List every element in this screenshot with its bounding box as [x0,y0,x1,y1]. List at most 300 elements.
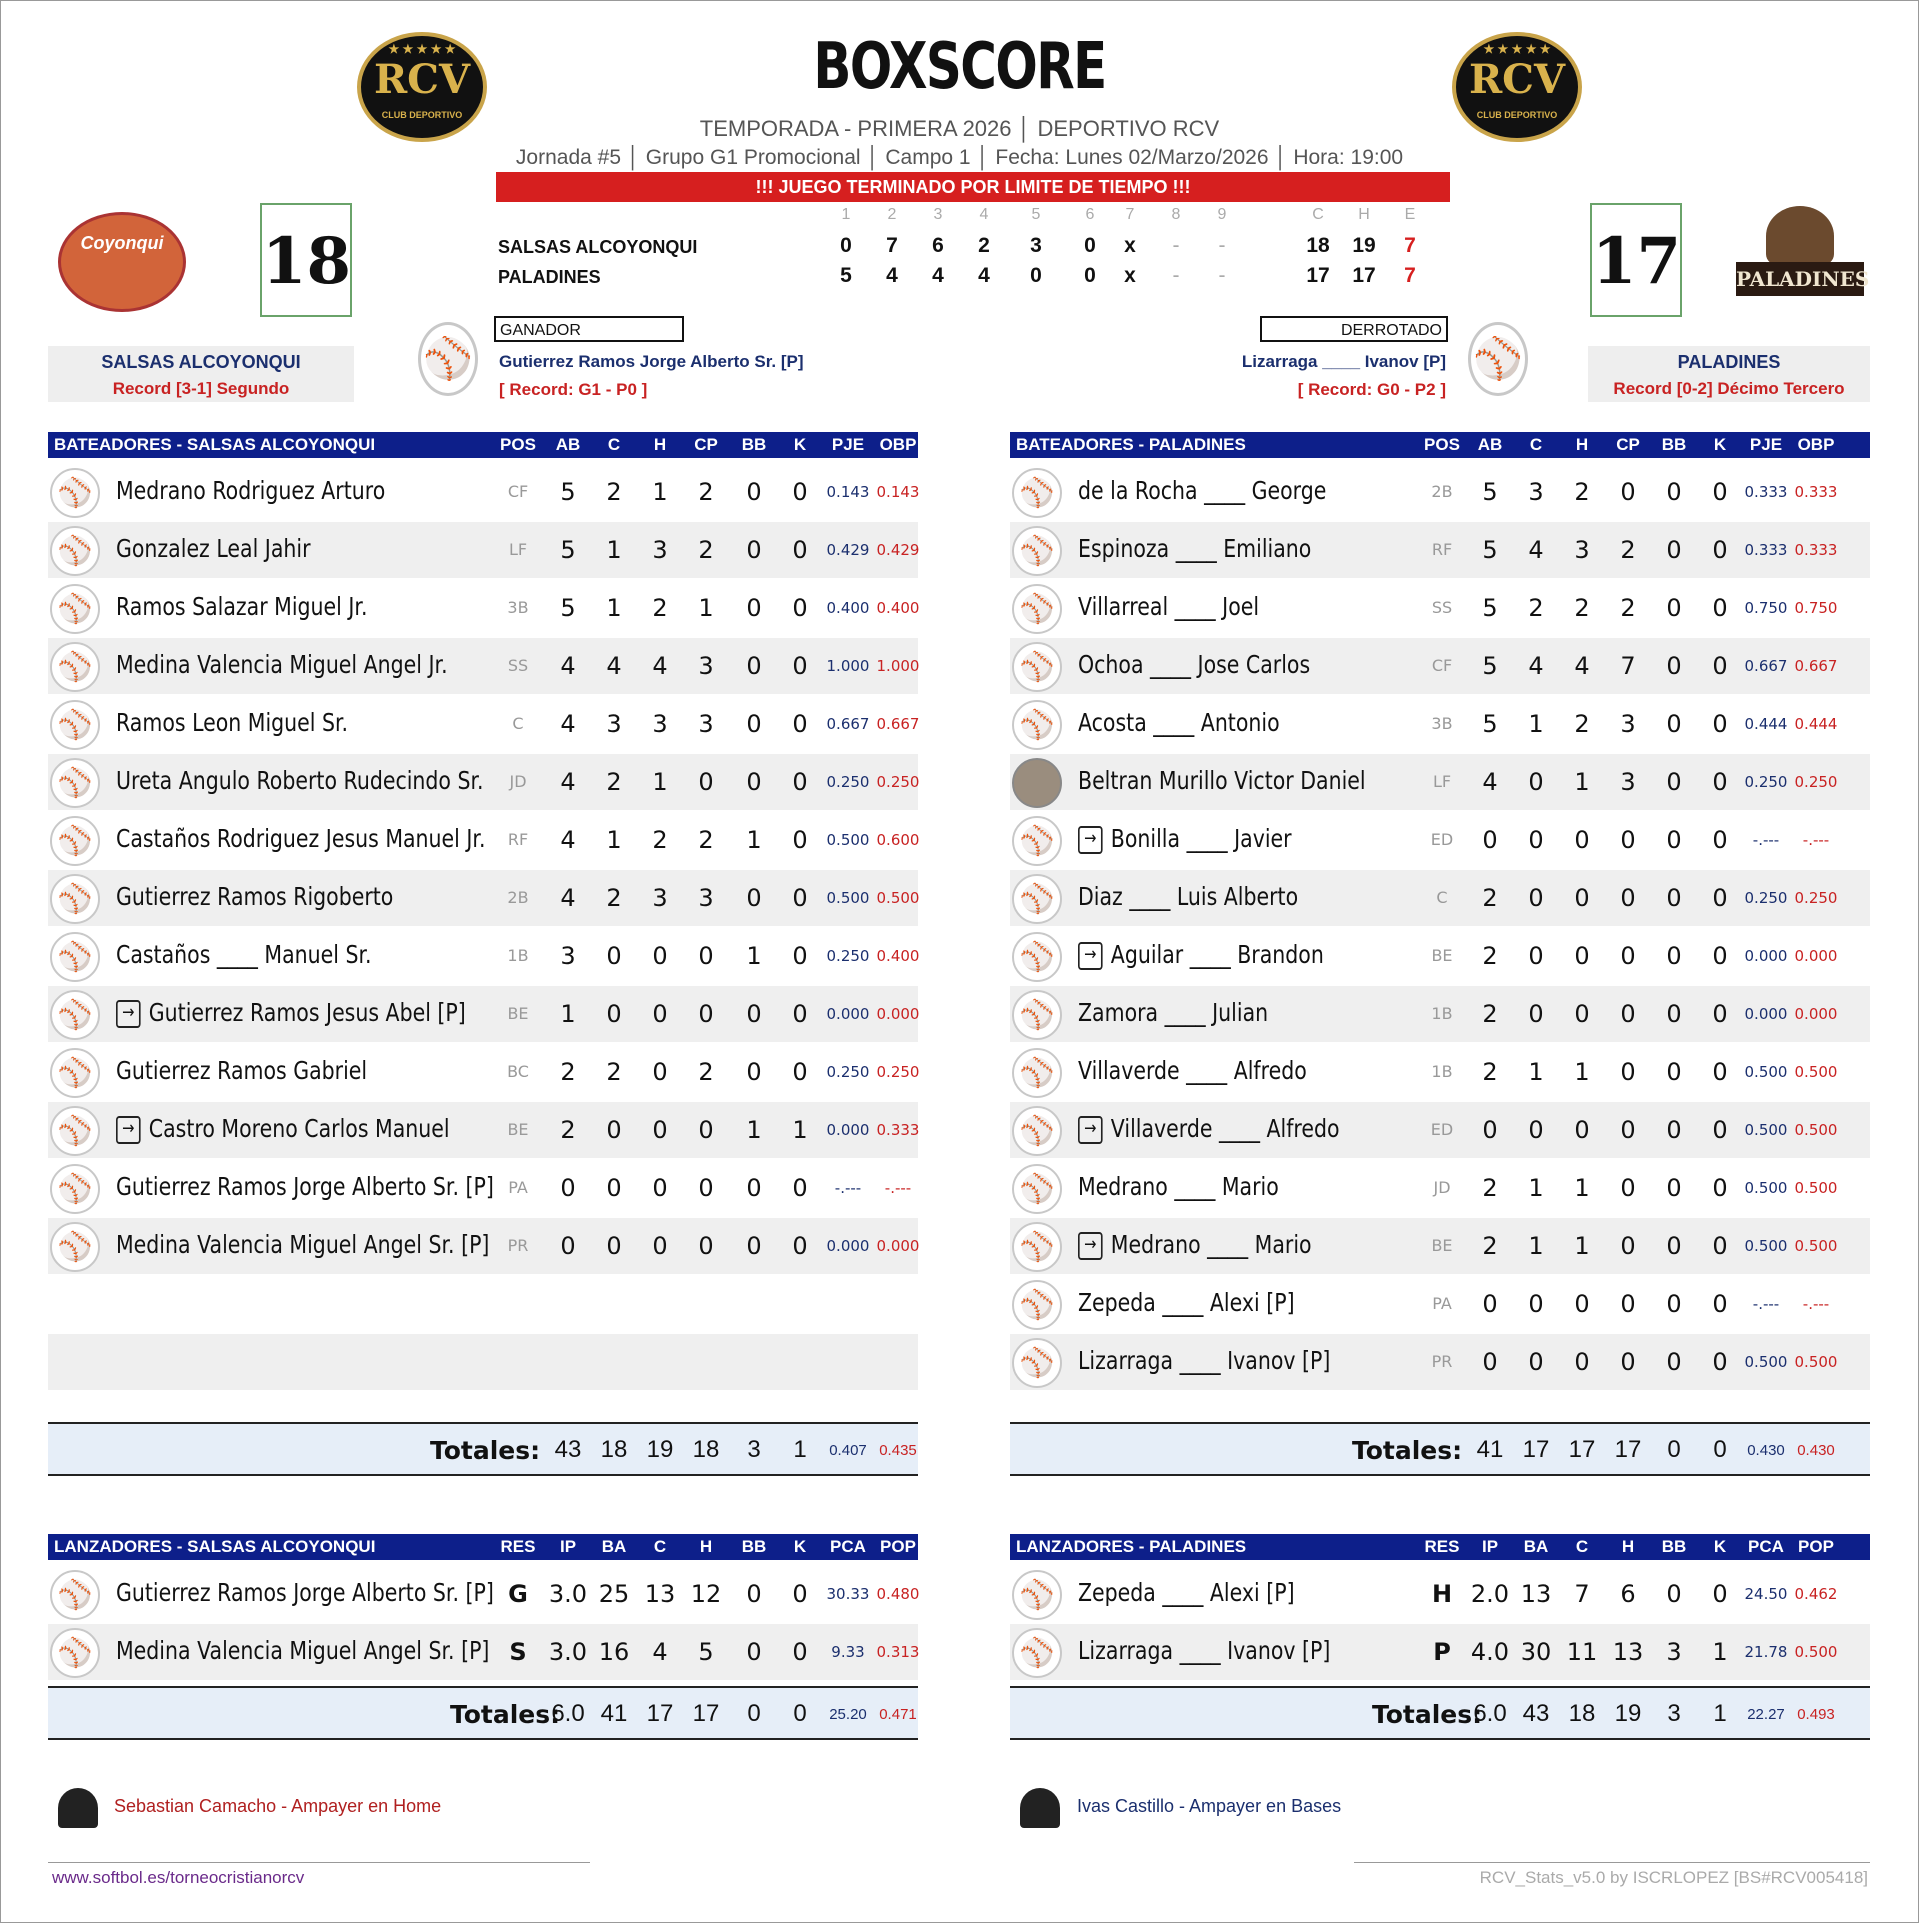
stat-cp: 2 [698,826,714,854]
inning-score: x [1124,264,1136,287]
stat-bb: 0 [746,710,762,738]
column-header-h: H [1575,435,1589,454]
stat-obp: 0.250 [876,1063,920,1081]
stat-h: 1 [1574,1232,1590,1260]
batter-row [1010,928,1870,984]
player-name[interactable] [116,940,372,969]
player-name[interactable] [1078,650,1310,679]
away_pitching-header [1010,1534,1870,1560]
stat-pos: SS [507,656,529,675]
stat-pos: RF [1431,540,1453,559]
total-k: 0 [793,1700,807,1727]
stat-h: 0 [652,1000,668,1028]
stat-c: 0 [1528,1000,1544,1028]
home_batting-title: BATEADORES - SALSAS ALCOYONQUI [54,435,376,454]
stat-c: 1 [1528,1174,1544,1202]
batter-row [1010,1276,1870,1332]
stat-h: 1 [1574,768,1590,796]
inning-header: 5 [1031,206,1041,223]
total-bb: 3 [747,1436,761,1463]
total-h: 19 [1614,1700,1642,1727]
stat-k: 0 [792,536,808,564]
column-header-bb: BB [1661,1537,1687,1556]
total-pop: 0.471 [879,1706,917,1723]
player-name[interactable] [1078,882,1298,911]
stat-c: 0 [606,1232,622,1260]
batter-row [48,928,918,984]
stat-obp: 0.500 [1794,1237,1838,1255]
inning-header: 3 [933,206,943,223]
column-header-pop: POP [1798,1537,1834,1556]
stat-pos: PA [508,1178,528,1197]
away_batting-header [1010,432,1870,458]
stat-k: 0 [792,1058,808,1086]
stat-obp: 0.333 [1794,483,1838,501]
stat-bb: 0 [746,536,762,564]
inning-score: 4 [932,264,944,287]
player-name[interactable] [116,1636,489,1665]
stat-pos: 1B [507,946,529,965]
stat-h: 4 [652,652,668,680]
stat-ab: 2 [560,1116,576,1144]
player-name-text: Villaverde ____ Alfredo [1078,1056,1307,1085]
stat-ab: 4 [560,652,576,680]
stat-c: 7 [1574,1580,1590,1608]
total-pca: 25.20 [829,1706,867,1723]
player-name[interactable] [116,534,311,563]
stat-pje: 0.000 [1744,1005,1788,1023]
column-header-c: C [607,435,621,454]
total-c: 17 [646,1700,674,1727]
player-name-text: Lizarraga ____ Ivanov [P] [1078,1346,1331,1375]
batter-row [1010,1044,1870,1100]
player-avatar-icon: ⚾ [50,758,100,808]
stat-h: 0 [1574,1290,1590,1318]
linescore-team-name: PALADINES [498,267,601,287]
stat-bb: 0 [746,1638,762,1666]
stat-k: 0 [792,710,808,738]
player-name[interactable] [1078,1346,1330,1375]
stat-obp: 0.600 [876,831,920,849]
stat-ab: 5 [1482,710,1498,738]
player-name[interactable] [1078,1056,1307,1085]
stat-k: 0 [792,1580,808,1608]
stat-obp: 0.667 [876,715,920,733]
stat-ip: 2.0 [1470,1580,1510,1608]
stat-pje: -.--- [1752,1295,1780,1313]
stat-k: 0 [1712,1174,1728,1202]
player-name-text: Ureta Angulo Roberto Rudecindo Sr. [116,766,484,795]
stat-pos: 2B [1431,482,1453,501]
stat-cp: 0 [1620,1116,1636,1144]
stat-h: 0 [652,942,668,970]
stat-cp: 0 [1620,826,1636,854]
total-cp: 17 [1614,1436,1642,1463]
stat-k: 1 [792,1116,808,1144]
stat-cp: 0 [698,1000,714,1028]
player-avatar-icon: ⚾ [1012,1222,1062,1272]
stat-c: 1 [606,594,622,622]
player-avatar-icon: ⚾ [1012,526,1062,576]
column-header-bb: BB [741,435,767,454]
column-header-bb: BB [1661,435,1687,454]
column-header-ba: BA [1523,1537,1549,1556]
home_batting-header [48,432,918,458]
runs-total: 18 [1306,234,1330,257]
game-status-banner: !!! JUEGO TERMINADO POR LIMITE DE TIEMPO !!! [496,172,1450,202]
stat-pje: -.--- [1752,831,1780,849]
stat-h: 3 [652,710,668,738]
stat-ab: 4 [560,768,576,796]
stat-ab: 3 [560,942,576,970]
player-avatar-icon: ⚾ [1012,990,1062,1040]
stat-h: 1 [1574,1174,1590,1202]
loser-name: Lizarraga ____ Ivanov [P] [1241,352,1446,371]
stat-ab: 0 [1482,826,1498,854]
stat-pje: 0.444 [1744,715,1788,733]
player-name[interactable] [116,998,466,1028]
stat-bb: 0 [1666,594,1682,622]
stat-k: 0 [1712,1348,1728,1376]
stat-c: 0 [1528,768,1544,796]
stat-h: 0 [1574,884,1590,912]
total-k: 1 [1713,1700,1727,1727]
player-name[interactable] [116,766,484,795]
stat-pje: 0.500 [826,889,870,907]
batter-row [1010,754,1870,810]
total-pop: 0.493 [1797,1706,1835,1723]
stat-cp: 3 [1620,768,1636,796]
stat-pos: 1B [1431,1004,1453,1023]
stat-pos: CF [1431,656,1453,675]
stat-bb: 0 [746,1232,762,1260]
stat-h: 4 [1574,652,1590,680]
stat-obp: 0.400 [876,947,920,965]
total-c: 18 [1568,1700,1596,1727]
stat-obp: -.--- [884,1179,912,1197]
footer-url[interactable]: www.softbol.es/torneocristianorcv [52,1868,305,1887]
home-team-logo: Coyonqui [58,212,186,312]
stat-ba: 25 [598,1580,630,1608]
stat-pje: 0.500 [1744,1063,1788,1081]
stat-ab: 2 [1482,942,1498,970]
stat-h: 2 [1574,710,1590,738]
rcv-logo-left: ★ ★ ★ ★ ★ RCV CLUB DEPORTIVO [357,32,487,142]
knight-helmet-icon [1766,206,1834,266]
inning-score: - [1218,234,1226,257]
stat-bb: 0 [746,1174,762,1202]
stat-h: 0 [652,1232,668,1260]
stat-obp: 0.500 [1794,1353,1838,1371]
player-name[interactable] [1078,592,1259,621]
stat-ip: 3.0 [548,1638,588,1666]
linescore-header [826,206,1466,228]
player-avatar-icon: ⚾ [1012,932,1062,982]
player-name[interactable] [1078,1578,1295,1607]
stat-bb: 0 [1666,478,1682,506]
batter-row [1010,638,1870,694]
player-name-text: Bonilla ____ Javier [1110,824,1292,853]
batter-row [48,812,918,868]
stat-bb: 0 [1666,1174,1682,1202]
stat-bb: 1 [746,1116,762,1144]
total-h: 17 [692,1700,720,1727]
column-header-cp: CP [694,435,718,454]
player-name[interactable] [116,708,348,737]
player-name[interactable] [1078,1114,1340,1144]
away-team-logo: PALADINES [1736,206,1864,314]
player-avatar-icon: ⚾ [50,1570,100,1620]
stat-obp: 0.250 [1794,773,1838,791]
stat-k: 0 [1712,594,1728,622]
stat-pca: 9.33 [831,1643,865,1661]
total-pca: 22.27 [1747,1706,1785,1723]
stat-cp: 0 [1620,1232,1636,1260]
stat-cp: 0 [1620,1174,1636,1202]
substitute-arrow-icon: → [1078,1232,1103,1260]
stat-bb: 0 [746,768,762,796]
away_pitching-title: LANZADORES - PALADINES [1016,1537,1247,1556]
stat-k: 0 [1712,536,1728,564]
player-name[interactable] [116,824,485,853]
player-avatar-icon: ⚾ [1012,1570,1062,1620]
player-name[interactable] [116,650,448,679]
stat-pje: 0.500 [1744,1237,1788,1255]
stat-cp: 0 [1620,884,1636,912]
player-name[interactable] [1078,534,1311,563]
stat-pop: 0.480 [876,1585,920,1603]
batter-row [1010,1218,1870,1274]
stat-ba: 16 [598,1638,630,1666]
stat-k: 0 [792,884,808,912]
total-bb: 3 [1667,1700,1681,1727]
batter-row [48,754,918,810]
column-header-pje: PJE [1749,435,1783,454]
home_pitching-totals [48,1686,918,1740]
stat-pos: 1B [1431,1062,1453,1081]
stat-pje: 1.000 [826,657,870,675]
stat-bb: 0 [1666,1058,1682,1086]
player-name[interactable] [1078,1172,1279,1201]
inning-score: 0 [840,234,852,257]
stat-c: 2 [1528,594,1544,622]
linescore-row-away [498,264,1458,290]
player-name[interactable] [1078,476,1326,505]
player-name[interactable] [116,1114,450,1144]
batter-row [48,1218,918,1274]
column-header-ab: AB [1477,435,1503,454]
player-name[interactable] [1078,1288,1295,1317]
total-bb: 0 [1667,1436,1681,1463]
stat-k: 0 [1712,1232,1728,1260]
batter-row [48,696,918,752]
player-name-text: Gutierrez Ramos Gabriel [116,1056,368,1085]
stat-cp: 1 [698,594,714,622]
column-header-pca: PCA [1748,1537,1784,1556]
stat-bb: 0 [1666,710,1682,738]
stat-cp: 0 [1620,1348,1636,1376]
season-line: TEMPORADA - PRIMERA 2026 │ DEPORTIVO RCV [699,116,1220,141]
player-avatar-icon: ⚾ [50,1222,100,1272]
inning-score: 6 [932,234,944,257]
player-avatar-icon: ⚾ [50,932,100,982]
player-avatar-icon: ⚾ [1012,816,1062,866]
player-avatar-icon: ⚾ [50,1106,100,1156]
stat-bb: 0 [746,1580,762,1608]
stat-h: 0 [1574,826,1590,854]
footer-divider-right [1354,1862,1870,1863]
player-name[interactable] [1078,824,1292,854]
stat-cp: 0 [1620,942,1636,970]
stat-c: 0 [1528,1348,1544,1376]
stat-c: 1 [1528,1232,1544,1260]
player-name-text: Espinoza ____ Emiliano [1078,534,1312,563]
stat-h: 2 [652,594,668,622]
substitute-arrow-icon: → [1078,942,1103,970]
player-name[interactable] [1078,708,1280,737]
stat-cp: 0 [1620,1290,1636,1318]
player-name[interactable] [1078,766,1366,795]
player-name[interactable] [116,592,367,621]
inning-header: 1 [841,206,851,223]
player-name[interactable] [1078,940,1324,970]
stat-bb: 0 [1666,768,1682,796]
stat-pos: LF [1432,772,1452,791]
stat-h: 12 [690,1580,722,1608]
player-name[interactable] [116,1172,494,1201]
stat-h: 6 [1620,1580,1636,1608]
player-name[interactable] [116,1056,367,1085]
player-name[interactable] [116,1578,494,1607]
inning-score: - [1172,234,1180,257]
player-name-text: Medina Valencia Miguel Angel Sr. [P] [116,1636,490,1665]
batter-row [48,1160,918,1216]
batter-row [48,870,918,926]
loser-label: DERROTADO [1260,316,1448,342]
player-name-text: Medrano ____ Mario [1110,1230,1312,1259]
stat-ab: 4 [560,884,576,912]
stat-ba: 30 [1520,1638,1552,1666]
batter-row [1010,696,1870,752]
stat-bb: 0 [1666,1116,1682,1144]
stat-bb: 0 [1666,536,1682,564]
stat-pos: ED [1430,830,1454,849]
stat-h: 13 [1612,1638,1644,1666]
stat-k: 0 [1712,768,1728,796]
stat-c: 1 [1528,1058,1544,1086]
stat-pje: 0.667 [826,715,870,733]
stat-k: 0 [1712,1290,1728,1318]
player-avatar-icon: ⚾ [1012,1628,1062,1678]
stat-pje: 0.500 [1744,1353,1788,1371]
stat-cp: 3 [698,652,714,680]
player-avatar-icon: ⚾ [1012,1048,1062,1098]
stat-ab: 2 [1482,1174,1498,1202]
player-name[interactable] [116,882,393,911]
stat-h: 1 [1574,1058,1590,1086]
stat-k: 0 [792,1000,808,1028]
stat-obp: 0.000 [876,1005,920,1023]
total-pje: 0.430 [1747,1442,1785,1459]
stat-bb: 0 [1666,1000,1682,1028]
stat-pos: LF [508,540,528,559]
stat-cp: 0 [1620,478,1636,506]
stat-obp: 0.143 [876,483,920,501]
inning-score: 4 [886,264,898,287]
stat-pos: RF [507,830,529,849]
away_batting-title: BATEADORES - PALADINES [1016,435,1246,454]
stat-k: 0 [1712,1000,1728,1028]
stat-k: 0 [1712,826,1728,854]
stat-pje: -.--- [834,1179,862,1197]
total-k: 0 [1713,1436,1727,1463]
inning-score: x [1124,234,1136,257]
home-team-info: SALSAS ALCOYONQUI Record [3-1] Segundo [48,346,354,402]
stat-ab: 0 [1482,1116,1498,1144]
player-avatar-icon: ⚾ [1012,584,1062,634]
player-avatar-icon: ⚾ [50,526,100,576]
player-avatar-icon: ⚾ [50,1048,100,1098]
empty-row [48,1276,918,1332]
player-avatar-icon: ⚾ [50,700,100,750]
stat-ab: 5 [1482,652,1498,680]
stat-ab: 2 [1482,1232,1498,1260]
pitcher-row [1010,1624,1870,1680]
hits-total: 19 [1352,234,1376,257]
stat-cp: 2 [698,478,714,506]
stat-k: 0 [792,942,808,970]
player-name[interactable] [1078,998,1268,1027]
stat-res: G [508,1580,528,1608]
player-name[interactable] [116,476,385,505]
total-cp: 18 [692,1436,720,1463]
total-obp: 0.430 [1797,1442,1835,1459]
inning-header: 9 [1217,206,1227,223]
stat-obp: 0.333 [1794,541,1838,559]
stat-obp: 0.000 [1794,1005,1838,1023]
column-header-k: K [793,435,807,454]
stat-pos: 3B [507,598,529,617]
stat-pje: 0.250 [1744,889,1788,907]
player-name[interactable] [116,1230,489,1259]
stat-ba: 13 [1520,1580,1552,1608]
stat-bb: 0 [1666,1290,1682,1318]
stat-k: 0 [1712,710,1728,738]
stat-ab: 4 [1482,768,1498,796]
stat-ab: 2 [560,1058,576,1086]
player-name-text: Medrano ____ Mario [1078,1172,1279,1201]
player-name[interactable] [1078,1230,1312,1260]
total-ab: 43 [554,1436,582,1463]
pitcher-row [48,1624,918,1680]
stat-ab: 1 [560,1000,576,1028]
stat-c: 2 [606,1058,622,1086]
total-c: 17 [1522,1436,1550,1463]
stat-ab: 2 [1482,1000,1498,1028]
total-ba: 41 [600,1700,628,1727]
stat-obp: 0.750 [1794,599,1838,617]
stat-pje: 0.750 [1744,599,1788,617]
column-header-ab: AB [555,435,581,454]
player-name-text: Villaverde ____ Alfredo [1110,1114,1340,1143]
batter-row [1010,812,1870,868]
winner-silhouette-icon: ⚾ [418,322,478,396]
player-avatar-icon: ⚾ [1012,1338,1062,1388]
player-name[interactable] [1078,1636,1330,1665]
stat-h: 5 [698,1638,714,1666]
linescore-row-home [498,234,1458,260]
stat-pje: 0.400 [826,599,870,617]
